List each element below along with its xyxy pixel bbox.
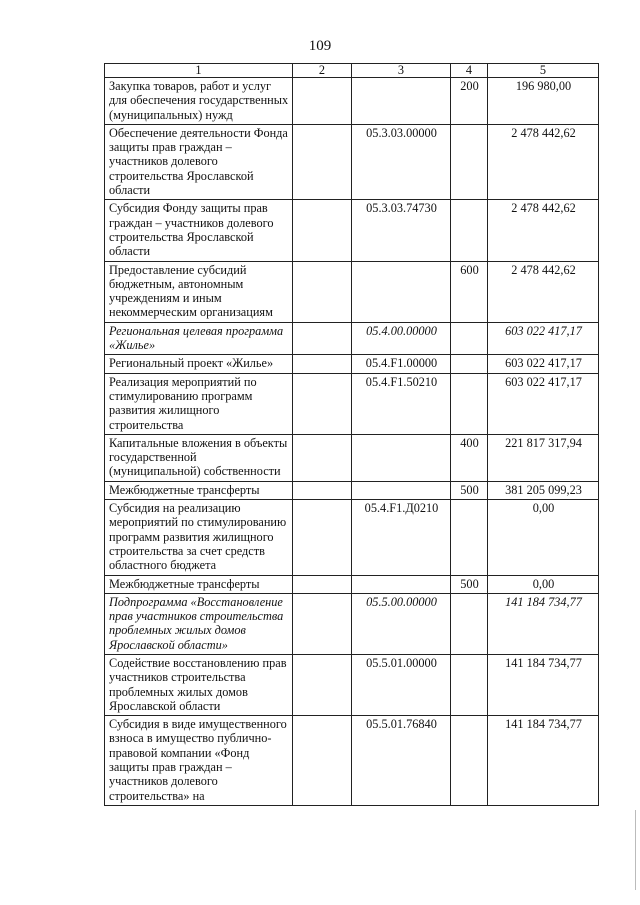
expense-type-cell <box>451 593 488 654</box>
col2-cell <box>293 575 352 593</box>
amount-cell: 2 478 442,62 <box>488 124 599 199</box>
target-code-cell <box>352 434 451 481</box>
page-number: 109 <box>308 38 332 54</box>
amount-cell: 0,00 <box>488 575 599 593</box>
budget-table <box>104 63 599 806</box>
target-code-cell: 05.5.01.00000 <box>352 654 451 715</box>
item-name-cell: Региональный проект «Жилье» <box>105 355 293 373</box>
item-name-cell: Субсидия Фонду защиты прав граждан – участников долевого строительства Ярославской области <box>105 200 293 261</box>
scan-edge-mark <box>635 810 636 890</box>
col2-cell <box>293 78 352 125</box>
item-name-cell: Субсидия в виде имущественного взноса в имущество публично-правовой компании «Фонд защиты прав граждан – участников долевого строительства» на <box>105 716 293 806</box>
item-name-cell: Межбюджетные трансферты <box>105 481 293 499</box>
col2-cell <box>293 261 352 322</box>
table-header-row <box>105 64 599 78</box>
amount-cell: 0,00 <box>488 500 599 575</box>
expense-type-cell <box>451 322 488 355</box>
target-code-cell <box>352 78 451 125</box>
col2-cell <box>293 481 352 499</box>
item-name-cell: Обеспечение деятельности Фонда защиты прав граждан – участников долевого строительства Ярославской области <box>105 124 293 199</box>
amount-cell: 141 184 734,77 <box>488 654 599 715</box>
expense-type-cell <box>451 373 488 434</box>
amount-cell: 2 478 442,62 <box>488 261 599 322</box>
amount-cell: 603 022 417,17 <box>488 373 599 434</box>
amount-cell: 603 022 417,17 <box>488 322 599 355</box>
col2-cell <box>293 500 352 575</box>
expense-type-cell <box>451 124 488 199</box>
target-code-cell: 05.4.F1.00000 <box>352 355 451 373</box>
col2-cell <box>293 200 352 261</box>
table-row <box>105 500 599 575</box>
amount-cell: 141 184 734,77 <box>488 716 599 806</box>
table-row <box>105 355 599 373</box>
target-code-cell <box>352 261 451 322</box>
item-name-cell: Капитальные вложения в объекты государственной (муниципальной) собственности <box>105 434 293 481</box>
expense-type-cell: 400 <box>451 434 488 481</box>
amount-cell: 141 184 734,77 <box>488 593 599 654</box>
item-name-cell: Региональная целевая программа «Жилье» <box>105 322 293 355</box>
item-name-cell: Реализация мероприятий по стимулированию программ развития жилищного строительства <box>105 373 293 434</box>
target-code-cell: 05.3.03.00000 <box>352 124 451 199</box>
header-col-3: 3 <box>352 64 451 78</box>
col2-cell <box>293 716 352 806</box>
item-name-cell: Межбюджетные трансферты <box>105 575 293 593</box>
col2-cell <box>293 593 352 654</box>
table-row <box>105 593 599 654</box>
target-code-cell: 05.5.00.00000 <box>352 593 451 654</box>
target-code-cell: 05.4.F1.Д0210 <box>352 500 451 575</box>
expense-type-cell <box>451 654 488 715</box>
amount-cell: 381 205 099,23 <box>488 481 599 499</box>
target-code-cell: 05.4.F1.50210 <box>352 373 451 434</box>
expense-type-cell: 600 <box>451 261 488 322</box>
expense-type-cell <box>451 716 488 806</box>
item-name-cell: Предоставление субсидий бюджетным, автономным учреждениям и иным некоммерческим организациям <box>105 261 293 322</box>
target-code-cell <box>352 575 451 593</box>
table-row <box>105 200 599 261</box>
target-code-cell: 05.5.01.76840 <box>352 716 451 806</box>
item-name-cell: Содействие восстановлению прав участников строительства проблемных жилых домов Ярославской области <box>105 654 293 715</box>
amount-cell: 196 980,00 <box>488 78 599 125</box>
col2-cell <box>293 654 352 715</box>
col2-cell <box>293 124 352 199</box>
col2-cell <box>293 373 352 434</box>
expense-type-cell <box>451 500 488 575</box>
target-code-cell: 05.4.00.00000 <box>352 322 451 355</box>
table-row <box>105 575 599 593</box>
amount-cell: 2 478 442,62 <box>488 200 599 261</box>
table-row <box>105 78 599 125</box>
col2-cell <box>293 322 352 355</box>
target-code-cell: 05.3.03.74730 <box>352 200 451 261</box>
col2-cell <box>293 355 352 373</box>
table-row <box>105 654 599 715</box>
table-row <box>105 322 599 355</box>
table-row <box>105 261 599 322</box>
expense-type-cell <box>451 200 488 261</box>
item-name-cell: Подпрограмма «Восстановление прав участников строительства проблемных жилых домов Ярославской области» <box>105 593 293 654</box>
table-row <box>105 124 599 199</box>
table-row <box>105 716 599 806</box>
header-col-1: 1 <box>105 64 293 78</box>
item-name-cell: Субсидия на реализацию мероприятий по стимулированию программ развития жилищного строительства за счет средств областного бюджета <box>105 500 293 575</box>
header-col-4: 4 <box>451 64 488 78</box>
item-name-cell: Закупка товаров, работ и услуг для обеспечения государственных (муниципальных) нужд <box>105 78 293 125</box>
header-col-5: 5 <box>488 64 599 78</box>
expense-type-cell: 200 <box>451 78 488 125</box>
amount-cell: 221 817 317,94 <box>488 434 599 481</box>
table-row <box>105 481 599 499</box>
table-row <box>105 373 599 434</box>
expense-type-cell <box>451 355 488 373</box>
target-code-cell <box>352 481 451 499</box>
expense-type-cell: 500 <box>451 481 488 499</box>
col2-cell <box>293 434 352 481</box>
amount-cell: 603 022 417,17 <box>488 355 599 373</box>
expense-type-cell: 500 <box>451 575 488 593</box>
header-col-2: 2 <box>293 64 352 78</box>
table-row <box>105 434 599 481</box>
